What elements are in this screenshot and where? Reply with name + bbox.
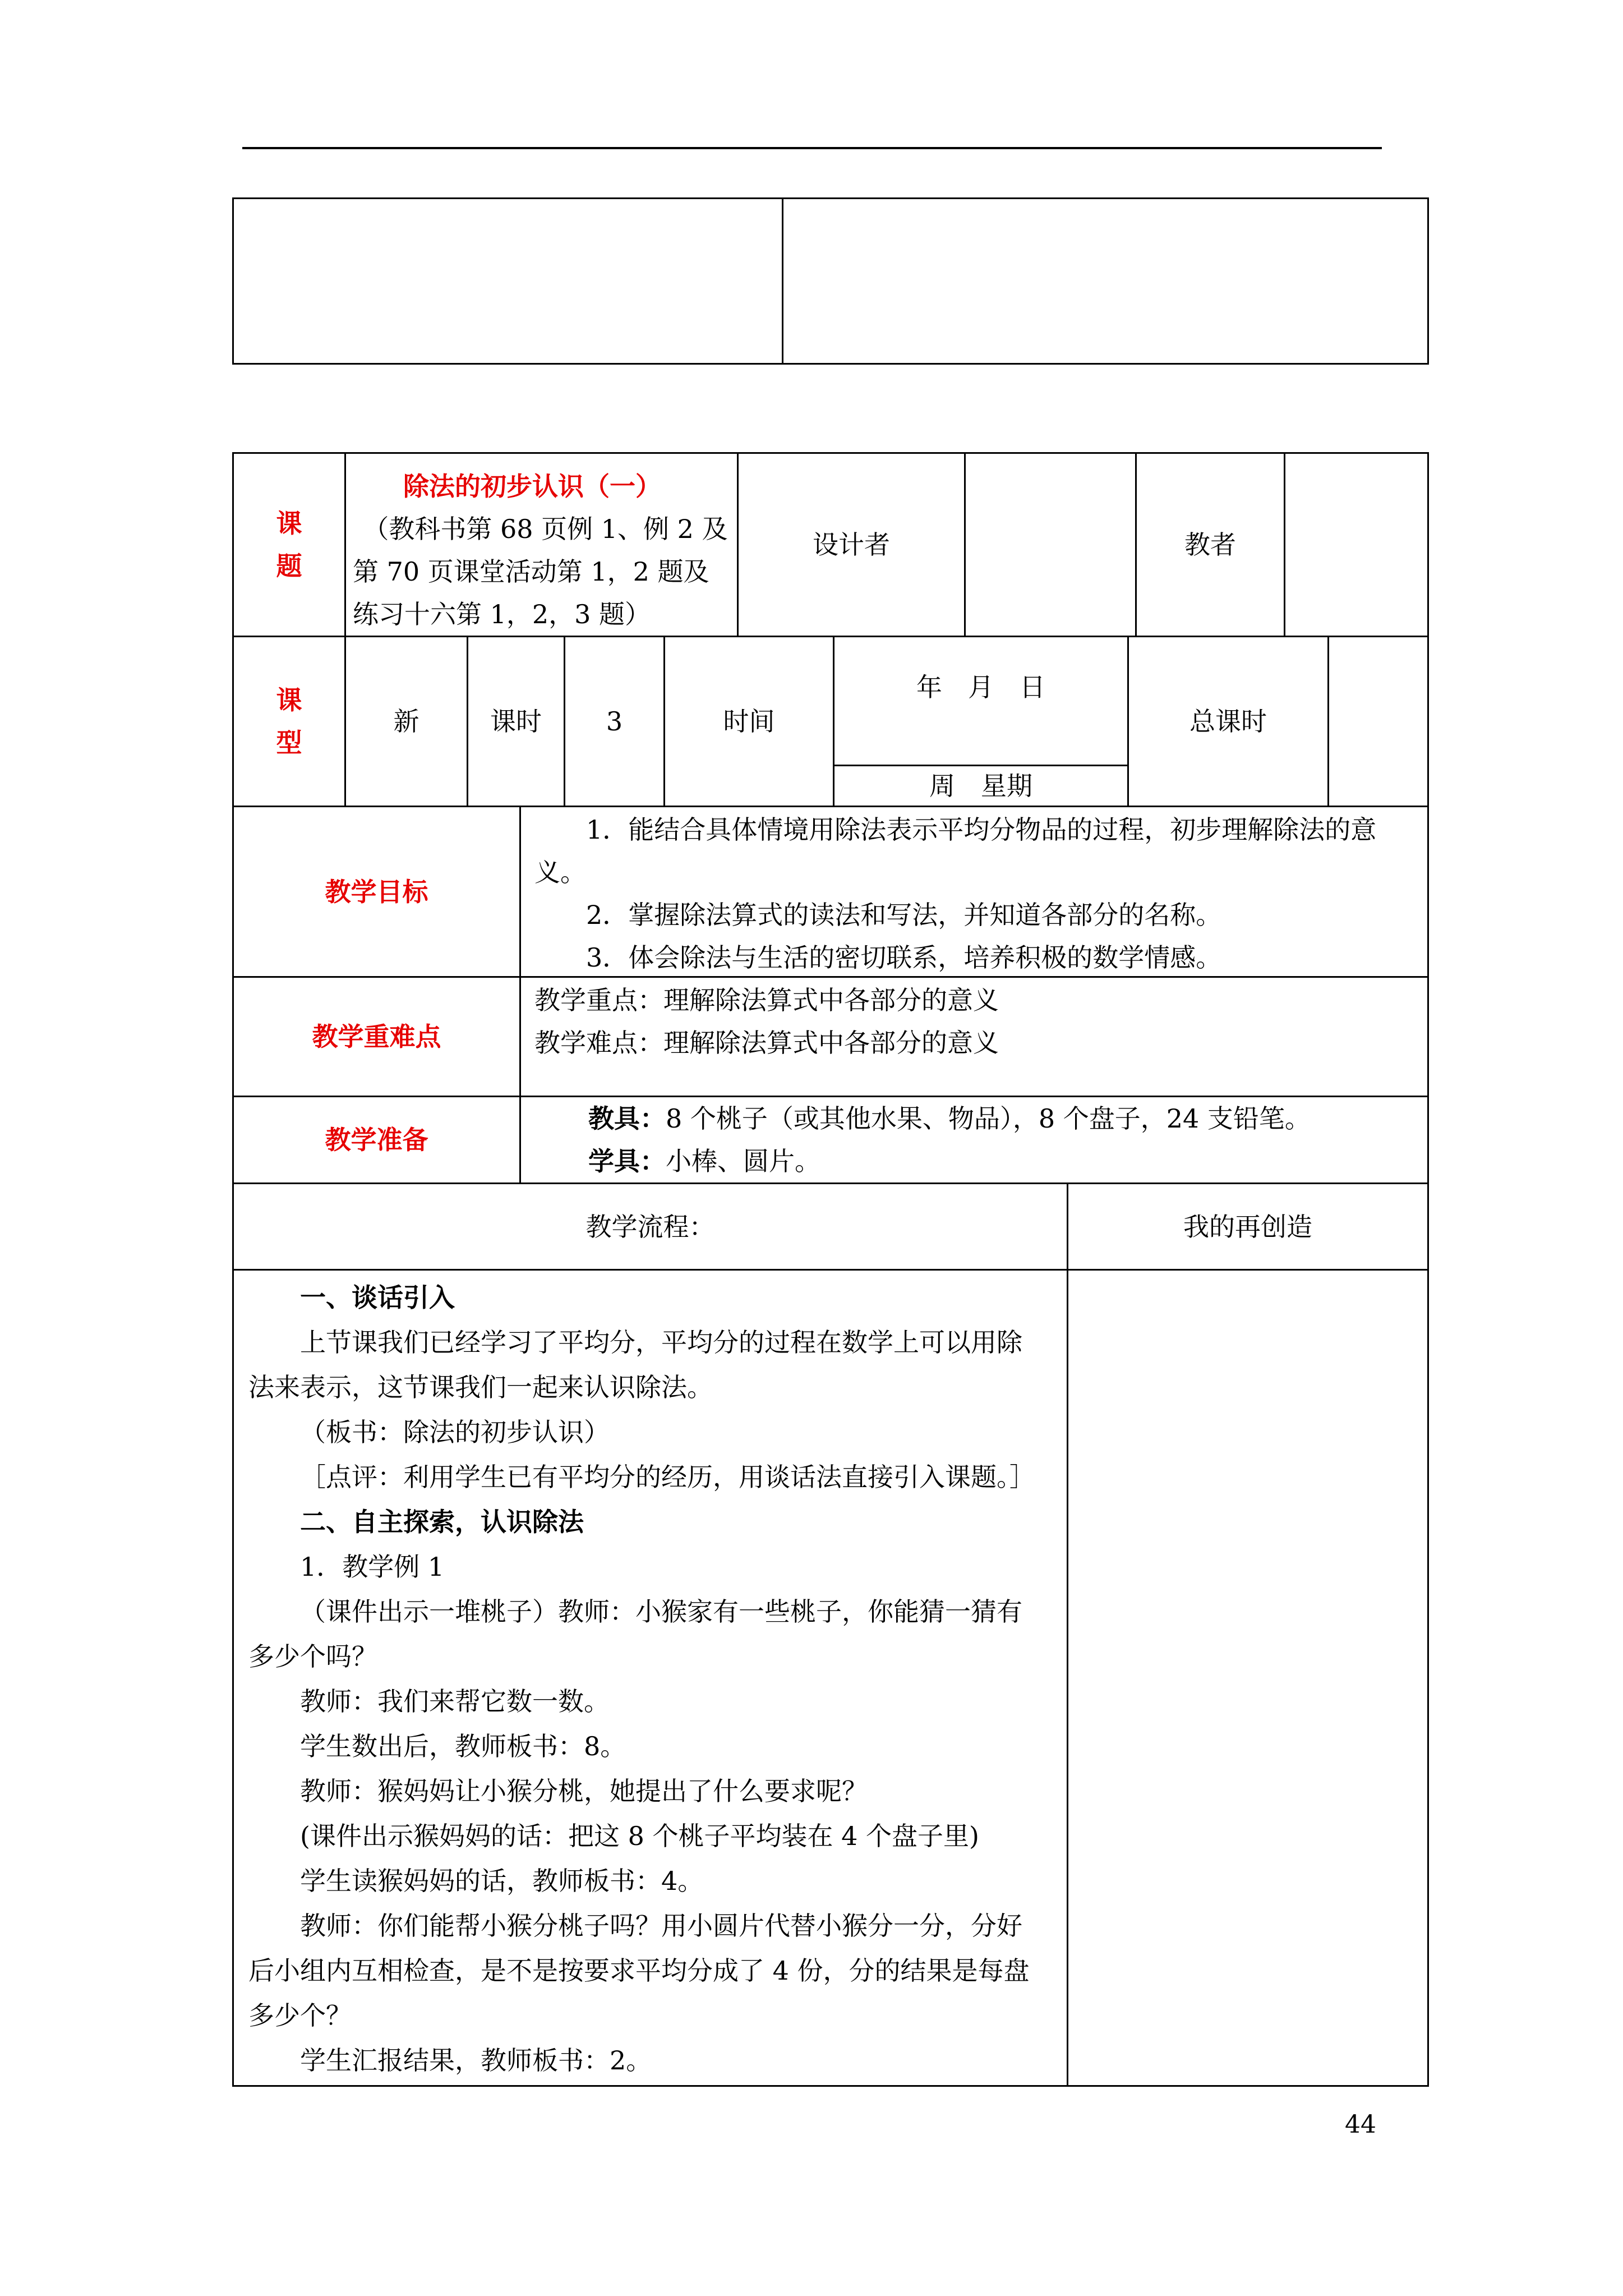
section-1-title: 一、谈话引入	[300, 1282, 455, 1313]
date-cell	[833, 636, 1129, 766]
student-tools-text: 小棒、圆片。	[666, 1146, 820, 1176]
flow-paragraph: 教师：你们能帮小猴分桃子吗？用小圆片代替小猴分一分，分好后小组内互相检查，是不是按要求平均分成了 4 份，分的结果是每盘多少个？	[248, 1911, 1030, 2031]
type-label-cell	[232, 636, 346, 807]
flow-paragraph: （板书：除法的初步认识）	[300, 1417, 610, 1447]
student-tools-label: 学具：	[588, 1146, 666, 1176]
period-value-cell	[564, 636, 665, 807]
topic-label-char-1: 课	[276, 508, 302, 539]
teacher-label: 教者	[1184, 530, 1236, 560]
topic-title: 除法的初步认识（一）	[403, 471, 661, 501]
process-header: 教学流程：	[585, 1211, 715, 1242]
process-header-cell	[232, 1182, 1068, 1271]
period-label: 课时	[490, 706, 542, 737]
period-label-cell	[467, 636, 565, 807]
blank-table	[232, 197, 1429, 365]
total-label-cell	[1127, 636, 1329, 807]
topic-cell	[344, 452, 739, 637]
recreate-header: 我的再创造	[1183, 1211, 1312, 1242]
keypoints-content-cell	[519, 976, 1429, 1097]
teacher-tools-text: 8 个桃子（或其他水果、物品），8 个盘子，24 支铅笔。	[666, 1103, 1311, 1134]
goal-item-1: 1．能结合具体情境用除法表示平均分物品的过程，初步理解除法的意义。	[534, 815, 1377, 887]
blank-cell-right	[782, 197, 1429, 365]
flow-paragraph: 1．教学例 1	[300, 1552, 445, 1582]
goals-content-cell	[519, 806, 1429, 978]
goals-label: 教学目标	[325, 876, 428, 907]
prep-label-cell	[232, 1096, 521, 1184]
key-point: 教学重点：理解除法算式中各部分的意义	[534, 985, 999, 1015]
goal-item-3: 3．体会除法与生活的密切联系，培养积极的数学情感。	[586, 942, 1222, 973]
blank-cell-left	[232, 197, 783, 365]
total-value-cell	[1327, 636, 1429, 807]
difficult-point: 教学难点：理解除法算式中各部分的意义	[534, 1028, 999, 1058]
keypoints-label-cell	[232, 976, 521, 1097]
teacher-value-cell	[1284, 452, 1429, 637]
process-content-cell	[232, 1269, 1068, 2087]
type-label-char-1: 课	[276, 685, 302, 715]
section-2-title: 二、自主探索，认识除法	[300, 1507, 584, 1537]
topic-label-char-2: 题	[276, 551, 302, 581]
time-label: 时间	[723, 706, 775, 737]
flow-paragraph: 教师：猴妈妈让小猴分桃，她提出了什么要求呢？	[300, 1776, 868, 1806]
goals-label-cell	[232, 806, 521, 978]
flow-paragraph: 学生汇报结果，教师板书：2。	[300, 2045, 652, 2076]
recreate-content-cell	[1067, 1269, 1429, 2087]
flow-paragraph: 学生读猴妈妈的话，教师板书：4。	[300, 1866, 704, 1896]
topic-detail: （教科书第 68 页例 1、例 2 及第 70 页课堂活动第 1，2 题及练习十六第 1，2，3 题）	[353, 514, 728, 629]
designer-label-cell	[737, 452, 966, 637]
type-label-char-2: 型	[276, 728, 302, 758]
teacher-tools-label: 教具：	[588, 1103, 666, 1134]
goal-item-2: 2．掌握除法算式的读法和写法，并知道各部分的名称。	[586, 900, 1222, 930]
designer-label: 设计者	[813, 530, 890, 560]
topic-label-cell	[232, 452, 346, 637]
page-number: 44	[1345, 2110, 1376, 2139]
type-value-cell	[344, 636, 468, 807]
total-periods-label: 总课时	[1189, 706, 1267, 737]
keypoints-label: 教学重难点	[312, 1022, 441, 1052]
date-text: 年 月 日	[916, 671, 1045, 702]
week-text: 周 星期	[929, 771, 1032, 801]
prep-content-cell	[519, 1096, 1429, 1184]
flow-paragraph: 上节课我们已经学习了平均分，平均分的过程在数学上可以用除法来表示，这节课我们一起来认识除法。	[248, 1327, 1022, 1402]
teacher-label-cell	[1135, 452, 1285, 637]
period-value: 3	[606, 706, 623, 737]
flow-paragraph: 学生数出后，教师板书：8。	[300, 1731, 626, 1761]
flow-paragraph: (课件出示猴妈妈的话：把这 8 个桃子平均装在 4 个盘子里)	[300, 1821, 979, 1851]
flow-paragraph: ［点评：利用学生已有平均分的经历，用谈话法直接引入课题。］	[300, 1462, 1035, 1492]
flow-paragraph: 教师：我们来帮它数一数。	[300, 1686, 610, 1717]
time-label-cell	[663, 636, 834, 807]
header-rule	[242, 147, 1382, 149]
lesson-plan-table	[232, 452, 1429, 2087]
prep-label: 教学准备	[325, 1125, 428, 1155]
week-cell	[833, 765, 1129, 807]
designer-value-cell	[964, 452, 1137, 637]
type-value: 新	[393, 706, 419, 737]
flow-paragraph: （课件出示一堆桃子）教师：小猴家有一些桃子，你能猜一猜有多少个吗？	[248, 1596, 1022, 1672]
recreate-header-cell	[1067, 1182, 1429, 1271]
